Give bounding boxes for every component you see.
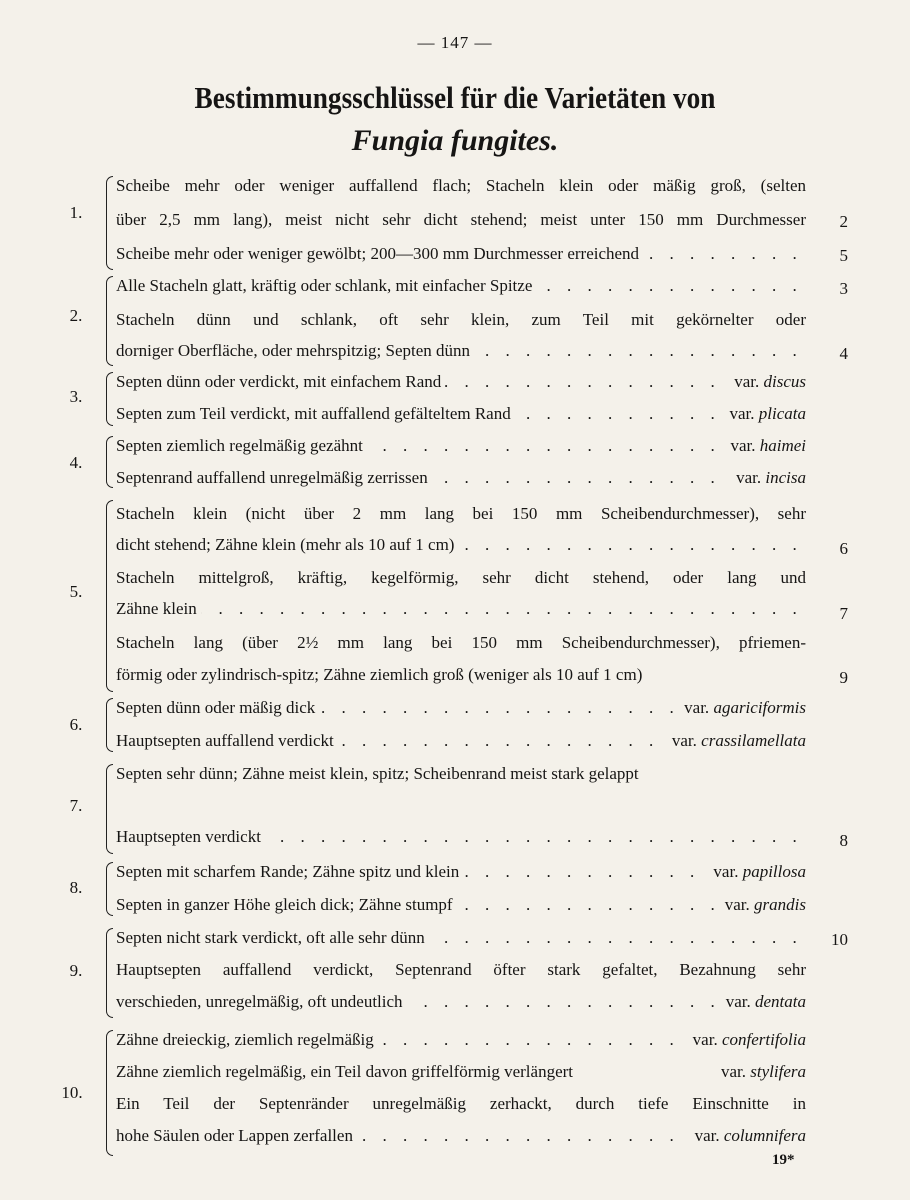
entry-number: 7. [69,796,83,815]
variety-name: var. grandis [719,895,806,915]
key-line [116,895,806,915]
key-line [116,731,806,751]
key-line-text: Zähne dreieckig, ziemlich regelmäßig [116,1030,378,1049]
key-line [116,404,806,424]
key-line [116,1030,806,1050]
key-line-text: Zähne ziemlich regelmäßig, ein Teil davon griffelförmig verlängert [116,1062,577,1081]
entry-number: 6. [69,715,83,734]
entry-number: 4. [69,453,83,472]
key-line: Stacheln dünn und schlank, oft sehr klein, zum Teil mit gekörnelter oder [116,310,806,329]
key-line-text: dorniger Oberfläche, oder mehrspitzig; Septen dünn [116,341,474,360]
key-reference: 2 [839,212,848,231]
key-line: Stacheln lang (über 2½ mm lang bei 150 mm Scheibendurchmesser), pfriemen- [116,633,806,652]
variety-name: var. columnifera [689,1126,806,1146]
key-line-text: Septenrand auffallend unregelmäßig zerrissen [116,468,432,487]
page-subtitle: Fungia fungites. [351,124,559,157]
entry-number: 8. [69,878,83,897]
key-line-text: Septen nicht stark verdickt, oft alle sehr dünn [116,928,429,947]
key-line [116,468,806,488]
entry-bracket [106,176,113,270]
variety-name: var. crassilamellata [666,731,806,751]
key-line-text: Septen mit scharfem Rande; Zähne spitz und klein [116,862,463,881]
entry-bracket [106,372,113,426]
key-line-text: Septen in ganzer Höhe gleich dick; Zähne stumpf [116,895,457,914]
variety-name: var. stylifera [715,1062,806,1082]
key-line [116,698,806,718]
key-line [116,827,806,847]
key-line [116,1062,806,1082]
variety-name: var. confertifolia [687,1030,806,1050]
key-line-text: Septen zum Teil verdickt, mit auffallend gefälteltem Rand [116,404,515,423]
entry-number: 2. [69,306,83,325]
key-line-text: Septen dünn oder verdickt, mit einfachem Rand [116,372,445,391]
variety-name: var. haimei [724,436,806,456]
variety-name: var. incisa [730,468,806,488]
key-line [116,436,806,456]
entry-bracket [106,698,113,752]
key-line [116,1126,806,1146]
key-line [116,276,806,296]
entry-number: 3. [69,387,83,406]
key-reference: 4 [839,344,848,363]
key-line [116,599,806,619]
key-line [116,928,806,948]
key-line-text: Hauptsepten verdickt [116,827,265,846]
key-reference: 10 [831,930,848,949]
variety-name: var. plicata [724,404,807,424]
key-reference: 3 [839,279,848,298]
key-line-text: Scheibe mehr oder weniger gewölbt; 200—300 mm Durchmesser erreichend [116,244,643,263]
entry-number: 10. [61,1083,83,1102]
key-line [116,535,806,555]
key-line [116,341,806,361]
page-number: — 147 — [417,33,493,52]
key-reference: 6 [839,539,848,558]
key-line: Stacheln klein (nicht über 2 mm lang bei 150 mm Scheibendurchmesser), sehr [116,504,806,523]
key-line-text: hohe Säulen oder Lappen zerfallen [116,1126,357,1145]
key-reference: 8 [839,831,848,850]
entry-bracket [106,862,113,916]
entry-bracket [106,276,113,366]
key-line: Septen sehr dünn; Zähne meist klein, spitz; Scheibenrand meist stark gelappt [116,764,639,783]
entry-bracket [106,500,113,692]
key-line-text: Alle Stacheln glatt, kräftig oder schlank, mit einfacher Spitze [116,276,536,295]
entry-number: 9. [69,961,83,980]
key-line-text: Hauptsepten auffallend verdickt [116,731,338,750]
variety-name: var. dentata [720,992,806,1012]
key-line-text: Zähne klein [116,599,201,618]
key-line [116,372,806,392]
key-line: förmig oder zylindrisch-spitz; Zähne ziemlich groß (weniger als 10 auf 1 cm) [116,665,643,684]
key-line [116,244,806,264]
key-reference: 5 [839,246,848,265]
variety-name: var. agariciformis [678,698,806,718]
entry-bracket [106,928,113,1018]
key-line-text: verschieden, unregelmäßig, oft undeutlich [116,992,407,1011]
key-reference: 7 [839,604,848,623]
key-line [116,862,806,882]
entry-bracket [106,436,113,488]
entry-bracket [106,764,113,854]
variety-name: var. discus [728,372,806,392]
key-reference: 9 [839,668,848,687]
key-line-text: Septen dünn oder mäßig dick [116,698,319,717]
key-line: Stacheln mittelgroß, kräftig, kegelförmig, sehr dicht stehend, oder lang und [116,568,806,587]
entry-number: 5. [69,582,83,601]
key-line-text: Septen ziemlich regelmäßig gezähnt [116,436,367,455]
key-line: Ein Teil der Septenränder unregelmäßig zerhackt, durch tiefe Einschnitte in [116,1094,806,1113]
page-title: Bestimmungsschlüssel für die Varietäten von [194,80,716,115]
entry-bracket [106,1030,113,1156]
key-line: über 2,5 mm lang), meist nicht sehr dicht stehend; meist unter 150 mm Durchmesser [116,210,806,229]
key-line-text: dicht stehend; Zähne klein (mehr als 10 auf 1 cm) [116,535,458,554]
key-line: Scheibe mehr oder weniger auffallend flach; Stacheln klein oder mäßig groß, (selten [116,176,806,195]
key-line [116,992,806,1012]
signature-mark: 19* [772,1152,795,1168]
key-line: Hauptsepten auffallend verdickt, Septenrand öfter stark gefaltet, Bezahnung sehr [116,960,806,979]
variety-name: var. papillosa [707,862,806,882]
entry-number: 1. [69,203,83,222]
